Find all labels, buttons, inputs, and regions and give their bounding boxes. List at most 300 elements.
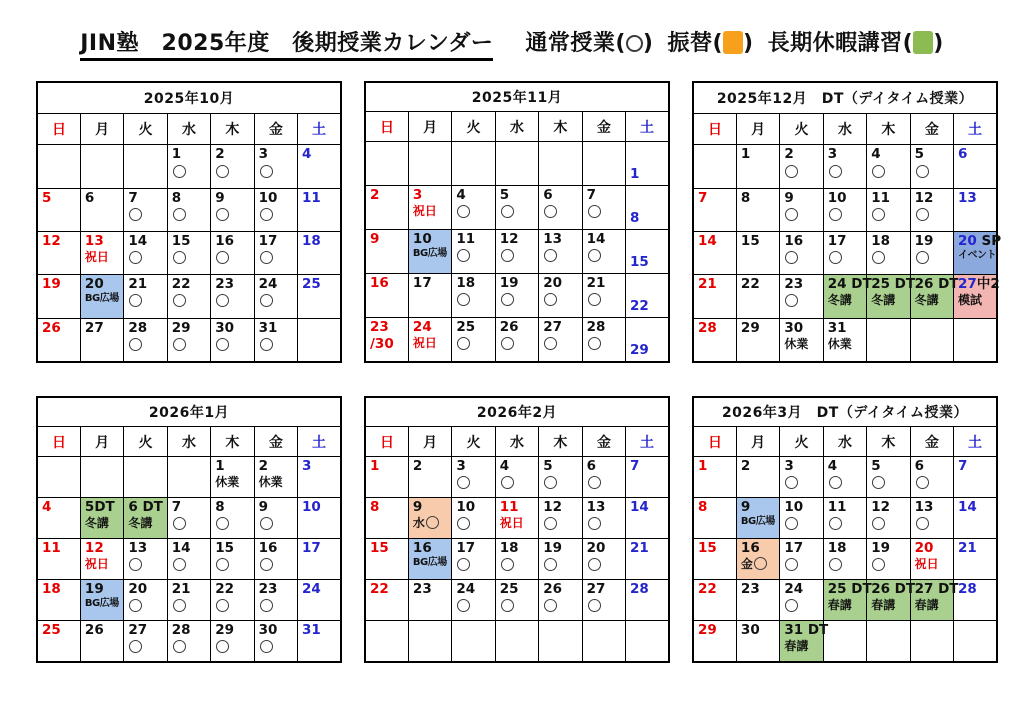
day-cell [365, 580, 408, 621]
day-cell [211, 498, 254, 539]
day-number-line [915, 499, 953, 515]
day-number-line [85, 622, 123, 638]
day-cell [167, 498, 210, 539]
legend-normal-class [525, 31, 653, 56]
class-mark-line [587, 249, 625, 266]
circle-icon [173, 338, 186, 351]
day-number: 3 [784, 458, 794, 474]
day-number-line [741, 622, 779, 638]
day-note: BG広場 [84, 598, 119, 610]
day-cell [452, 142, 495, 186]
day-cell [954, 539, 997, 580]
day-cell [582, 274, 625, 318]
week-row [365, 498, 669, 539]
day-number: 23 [784, 276, 804, 293]
furikae-color-swatch [723, 31, 743, 54]
day-number: 25 [827, 581, 847, 597]
day-cell [910, 457, 953, 498]
day-cell [954, 188, 997, 231]
page-title: JIN塾 2025年度 後期授業カレンダー [80, 31, 493, 61]
month-title-row [365, 82, 669, 112]
day-number-line [500, 540, 538, 556]
day-cell [80, 621, 123, 663]
day-number: 24 [258, 276, 278, 293]
circle-icon [216, 165, 229, 178]
day-number: 17 [258, 232, 278, 249]
day-number: 12 [871, 499, 890, 515]
weekday-header: 土 [954, 113, 997, 145]
class-mark-line [500, 558, 538, 575]
day-number-line [828, 233, 866, 249]
day-cell [408, 457, 451, 498]
month-calendar [364, 81, 670, 363]
day-number: 5 [499, 187, 510, 203]
day-note: 祝日 [412, 204, 437, 219]
week-row [693, 188, 997, 231]
weekday-header: 金 [910, 427, 953, 457]
day-number: 19 [543, 540, 562, 556]
circle-icon [754, 557, 767, 570]
day-number-line [698, 276, 736, 292]
day-number: 27 [958, 276, 977, 293]
class-mark-line [543, 558, 581, 575]
day-number: 22 [698, 581, 717, 597]
weekday-header: 月 [408, 112, 451, 142]
day-number: 4 [827, 458, 838, 474]
day-cell [298, 621, 341, 663]
day-cell [780, 621, 829, 663]
day-number: 2 [258, 458, 269, 474]
day-cell [80, 498, 123, 539]
circle-icon [916, 476, 929, 489]
month-calendar [692, 81, 1002, 363]
day-cell [495, 457, 538, 498]
week-row [37, 498, 341, 539]
day-cell [298, 231, 341, 274]
weekday-header: 月 [408, 427, 451, 457]
title-bar [0, 0, 1024, 57]
day-cell [954, 457, 997, 498]
class-mark-line [172, 517, 210, 534]
day-cell [408, 539, 451, 580]
circle-icon [916, 208, 929, 221]
circle-icon [544, 249, 557, 262]
day-note: 休業 [784, 336, 809, 351]
day-number: 19 [871, 540, 890, 556]
day-number: 26 [499, 319, 519, 335]
day-number-line [543, 319, 581, 335]
day-number: 6 [586, 458, 597, 474]
weekday-header: 木 [211, 113, 254, 145]
day-number-line [370, 540, 408, 556]
day-cell [211, 275, 254, 318]
day-number: 7 [630, 458, 640, 474]
day-cell [365, 457, 408, 498]
week-row [37, 621, 341, 663]
weekday-header: 日 [37, 113, 80, 145]
day-number: 21 [630, 540, 649, 556]
day-cell [823, 539, 866, 580]
class-mark-line [587, 476, 625, 493]
day-number: 15 [630, 253, 649, 270]
day-number-line [456, 458, 494, 474]
day-number-line [698, 499, 736, 515]
day-cell [626, 186, 669, 230]
circle-icon [129, 208, 142, 221]
day-cell [298, 580, 341, 621]
day-number-line [698, 233, 736, 249]
day-cell [37, 188, 80, 231]
day-number: 2 [784, 146, 794, 163]
day-number-line [302, 146, 340, 162]
day-number-line [828, 190, 866, 206]
week-row [365, 274, 669, 318]
day-cell [80, 318, 123, 362]
day-number: 1 [630, 165, 640, 182]
circle-icon [829, 517, 842, 530]
class-mark-line [259, 338, 297, 355]
circle-icon [588, 558, 601, 571]
month-title-row [37, 82, 341, 113]
legend-koushuu [768, 31, 944, 56]
circle-icon [544, 337, 557, 350]
day-cell [167, 621, 210, 663]
day-note: BG広場 [740, 516, 775, 528]
circle-icon [457, 517, 470, 530]
day-number: 16 [258, 540, 278, 556]
day-cell [365, 318, 408, 363]
day-number: 1 [215, 458, 225, 474]
day-number-line [500, 581, 538, 597]
circle-icon [216, 338, 229, 351]
circle-icon [173, 208, 186, 221]
class-mark-line [215, 338, 253, 355]
class-mark-line [784, 208, 822, 225]
day-number-line [915, 146, 953, 162]
paren-close: ) [743, 31, 754, 56]
day-number: 20 [958, 232, 977, 249]
circle-icon [829, 558, 842, 571]
class-mark-line [215, 251, 253, 268]
day-cell [780, 318, 823, 362]
day-number-line [543, 499, 581, 515]
day-cell [167, 145, 210, 188]
day-number-line [370, 275, 408, 291]
day-number: 18 [871, 232, 890, 249]
week-row [693, 498, 997, 539]
day-number: 15 [215, 540, 234, 556]
day-number: 22 [215, 581, 234, 597]
day-number-line [85, 540, 123, 556]
circle-icon [260, 251, 273, 264]
day-number-line [42, 276, 80, 292]
day-cell [954, 498, 997, 539]
day-number: 24 [784, 581, 804, 597]
class-mark-line [172, 558, 210, 575]
day-number: 17 [784, 540, 804, 556]
day-number: 24 [412, 319, 432, 335]
day-cell [693, 275, 736, 318]
day-number-line [630, 298, 668, 314]
week-row [365, 539, 669, 580]
day-number-line [85, 581, 123, 597]
koushuu-color-swatch [913, 31, 933, 54]
circle-icon [588, 249, 601, 262]
day-number-line [698, 320, 736, 336]
day-number: 26 [914, 276, 934, 293]
day-number: 16 [740, 540, 760, 556]
day-cell [365, 539, 408, 580]
week-row [365, 580, 669, 621]
day-number-line [958, 190, 996, 206]
day-number: 11 [499, 499, 519, 515]
day-cell [582, 186, 625, 230]
day-number-line [215, 581, 253, 597]
circle-icon [785, 294, 798, 307]
day-note: 金 [741, 557, 779, 571]
weekday-header: 火 [124, 113, 167, 145]
day-cell [365, 230, 408, 274]
day-number-line [456, 231, 494, 247]
day-number: 13 [586, 499, 606, 515]
day-number-line [630, 540, 668, 556]
day-number: 20 [543, 275, 562, 291]
day-number: 28 [630, 581, 649, 597]
class-mark-line [128, 640, 166, 657]
day-number-line [370, 581, 408, 597]
circle-icon [216, 294, 229, 307]
class-mark-line [215, 165, 253, 182]
day-number: 3 [302, 458, 312, 474]
class-mark-line [456, 517, 494, 534]
day-number-suffix: DT [137, 499, 163, 515]
day-number: 22 [171, 276, 191, 293]
day-number-line [915, 458, 953, 474]
day-number-line [259, 233, 297, 249]
circle-icon [829, 165, 842, 178]
day-number: 13 [543, 231, 562, 247]
day-number-line [741, 458, 779, 474]
day-number-line [958, 458, 996, 474]
circle-icon [260, 517, 273, 530]
day-number: 10 [412, 231, 432, 247]
weekday-header: 水 [167, 427, 210, 457]
day-cell [539, 580, 582, 621]
day-cell [408, 186, 451, 230]
day-number-line [958, 540, 996, 556]
weekday-header: 木 [867, 427, 910, 457]
day-cell [626, 621, 669, 663]
class-mark-line [172, 251, 210, 268]
day-cell [582, 457, 625, 498]
day-cell [37, 145, 80, 188]
day-cell [211, 621, 254, 663]
day-number-line [42, 190, 80, 206]
day-cell [365, 274, 408, 318]
paren-close: ) [933, 31, 944, 56]
day-number: 2 [370, 187, 380, 203]
class-mark-line [543, 249, 581, 266]
day-cell [167, 188, 210, 231]
day-number: 25 [456, 319, 476, 335]
day-number: 25 [302, 276, 321, 293]
legend-normal-label: 通常授業 [525, 31, 616, 56]
day-cell [80, 145, 123, 188]
day-cell [539, 274, 582, 318]
day-number-line [215, 540, 253, 556]
day-number-line [370, 319, 408, 335]
weekday-header: 木 [211, 427, 254, 457]
circle-icon [785, 251, 798, 264]
day-number-line [543, 458, 581, 474]
week-row [37, 275, 341, 318]
day-cell [37, 457, 80, 498]
day-number: 22 [370, 581, 389, 597]
day-number-line [172, 581, 210, 597]
class-mark-line [828, 476, 866, 493]
day-number: 18 [499, 540, 519, 556]
circle-icon [457, 205, 470, 218]
day-number-line [587, 499, 625, 515]
day-number: 3 [258, 146, 269, 163]
day-number: 4 [42, 499, 52, 515]
day-number: 8 [215, 499, 225, 515]
class-mark-line [915, 517, 953, 534]
day-cell [626, 318, 669, 363]
day-number: 24 [302, 581, 321, 597]
class-mark-line [871, 208, 909, 225]
day-number-line [871, 540, 909, 556]
day-number-line [259, 190, 297, 206]
day-number: 29 [630, 341, 649, 358]
day-number-line [741, 581, 779, 597]
day-number-line [172, 320, 210, 336]
day-note: BG広場 [84, 293, 119, 305]
class-mark-line [784, 165, 822, 182]
circle-icon [216, 599, 229, 612]
day-number: 23 [370, 319, 389, 335]
circle-icon [544, 476, 557, 489]
day-cell [626, 230, 669, 274]
class-mark-line [259, 251, 297, 268]
day-number: 12 [543, 499, 562, 515]
weekday-header: 水 [495, 427, 538, 457]
day-cell [495, 186, 538, 230]
class-mark-line [784, 558, 822, 575]
day-number-line [456, 540, 494, 556]
legend-furikae [667, 31, 753, 56]
day-cell [124, 275, 167, 318]
circle-icon [785, 558, 798, 571]
day-number: 27 [543, 319, 562, 335]
day-number: 20 [84, 276, 104, 293]
day-number-line [914, 581, 959, 597]
day-cell [780, 188, 823, 231]
day-number: 9 [412, 499, 423, 515]
day-number: 18 [302, 232, 321, 249]
day-number-line [85, 499, 123, 515]
day-number-line [42, 499, 80, 515]
circle-icon [916, 251, 929, 264]
day-cell [211, 145, 254, 188]
day-number: 5 [914, 146, 925, 163]
day-cell [254, 231, 297, 274]
day-number: 23 [215, 276, 234, 293]
day-number-line [828, 499, 866, 515]
day-cell [867, 318, 910, 362]
day-cell [254, 145, 297, 188]
day-number: 12 [914, 189, 934, 206]
week-row [365, 621, 669, 663]
day-number-line [630, 254, 668, 270]
weekday-header-row [365, 112, 669, 142]
circle-icon [588, 517, 601, 530]
day-number-line [915, 233, 953, 249]
day-cell [539, 498, 582, 539]
day-number-line [215, 190, 253, 206]
day-number: 15 [740, 232, 760, 249]
day-cell [254, 498, 297, 539]
day-number-suffix: DT [846, 581, 872, 597]
day-number: 1 [370, 458, 380, 474]
circle-icon [785, 517, 798, 530]
day-number-line [698, 540, 736, 556]
day-number-line [784, 190, 822, 206]
class-mark-line [172, 208, 210, 225]
day-cell [626, 580, 669, 621]
class-mark-line [871, 558, 909, 575]
circle-icon [829, 208, 842, 221]
day-number-line [587, 540, 625, 556]
weekday-header-row [693, 427, 997, 457]
day-cell [693, 231, 736, 274]
day-number-line [871, 190, 909, 206]
day-cell [80, 188, 123, 231]
day-number-line [413, 581, 451, 597]
circle-icon [260, 558, 273, 571]
day-cell [910, 539, 953, 580]
week-row [37, 188, 341, 231]
day-number: 23 [412, 581, 432, 597]
day-number-line [784, 276, 822, 292]
day-note: 春講 [871, 598, 896, 613]
paren-open: ( [615, 31, 626, 56]
day-cell [124, 231, 167, 274]
class-mark-line [828, 165, 866, 182]
day-number-line [784, 581, 822, 597]
day-cell [298, 275, 341, 318]
circle-icon [129, 558, 142, 571]
day-cell [693, 145, 736, 188]
day-number: 26 [543, 581, 562, 597]
circle-icon [544, 293, 557, 306]
class-mark-line [456, 476, 494, 493]
class-mark-line [215, 294, 253, 311]
day-number-line [215, 458, 253, 474]
week-row [693, 318, 997, 362]
day-number-line [259, 581, 297, 597]
class-mark-line [215, 208, 253, 225]
day-number-line [259, 320, 297, 336]
day-number-line [698, 581, 736, 597]
day-number: 13 [958, 189, 977, 206]
day-cell [693, 188, 736, 231]
circle-icon [173, 294, 186, 307]
day-cell [408, 274, 451, 318]
day-cell [582, 539, 625, 580]
circle-icon [216, 558, 229, 571]
circle-icon [544, 205, 557, 218]
